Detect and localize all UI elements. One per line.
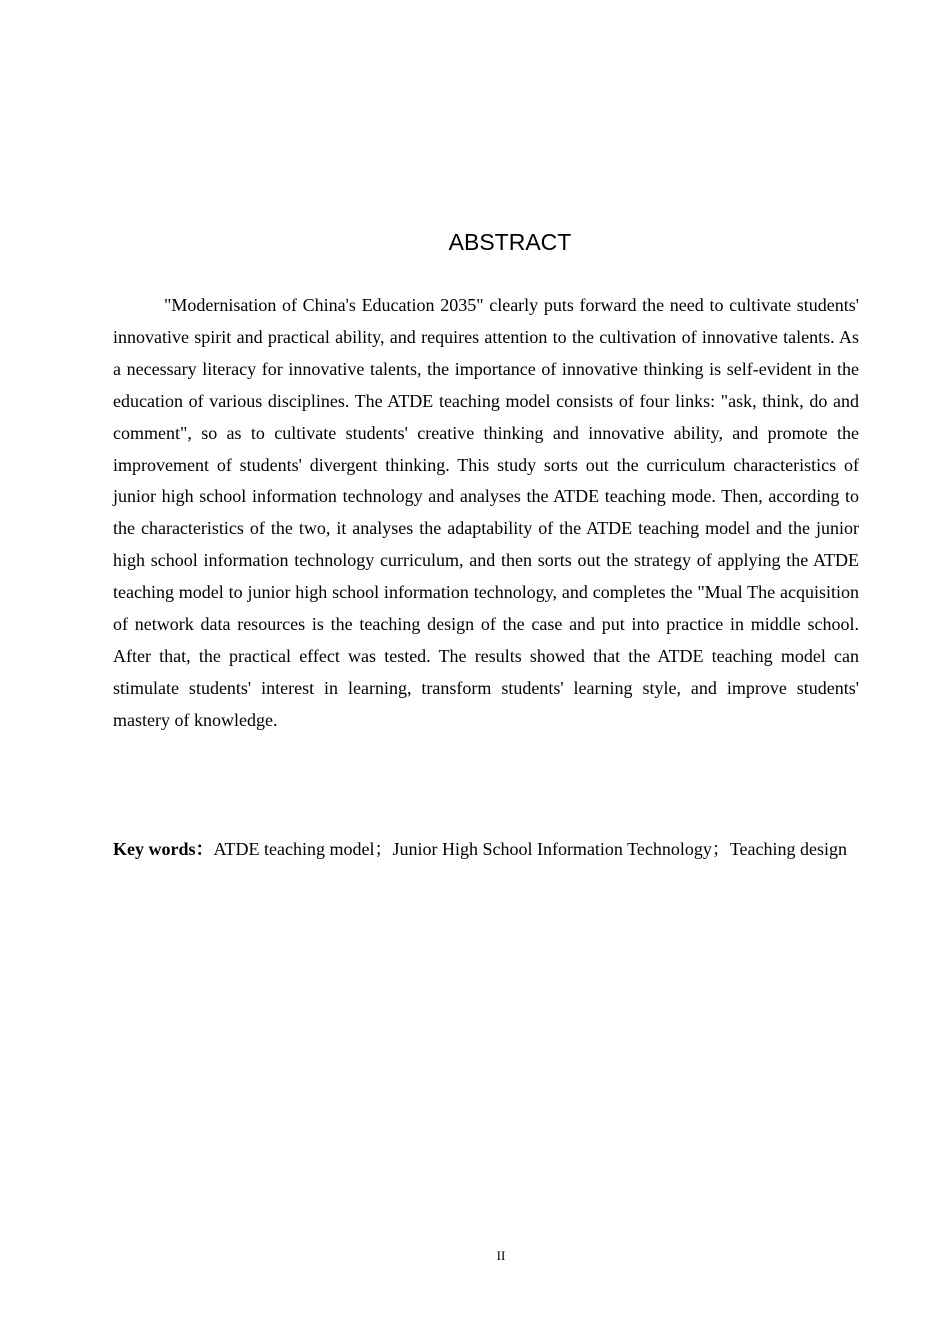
page-number: II [496,1248,506,1263]
abstract-title: ABSTRACT [448,229,572,255]
keywords-line [113,833,859,865]
keywords-text: ATDE teaching model；Junior High School Information Technology；Teaching design [213,839,848,859]
keywords-label: Key words： [113,839,214,859]
abstract-paragraph: "Modernisation of China's Education 2035" clearly puts forward the need to cultivate students' innovative spirit and practical ability, and requires attention to the cultivation of innovative talents. As a necessary literacy for innovative talents, the importance of innovative thinking is self-evident in the education of various disciplines. The ATDE teaching model consists of four links: "ask, think, do and comment", so as to cultivate students' creative thinking and innovative ability, and promote the improvement of students' divergent thinking. This study sorts out the curriculum characteristics of junior high school information technology and analyses the ATDE teaching mode. Then, according to the characteristics of the two, it analyses the adaptability of the ATDE teaching model and the junior high school information technology curriculum, and then sorts out the strategy of applying the ATDE teaching model to junior high school information technology, and completes the "Mual The acquisition of network data resources is the teaching design of the case and put into practice in middle school. After that, the practical effect was tested. The results showed that the ATDE teaching model can stimulate students' interest in learning, transform students' learning style, and improve students' mastery of knowledge. [113,295,859,730]
